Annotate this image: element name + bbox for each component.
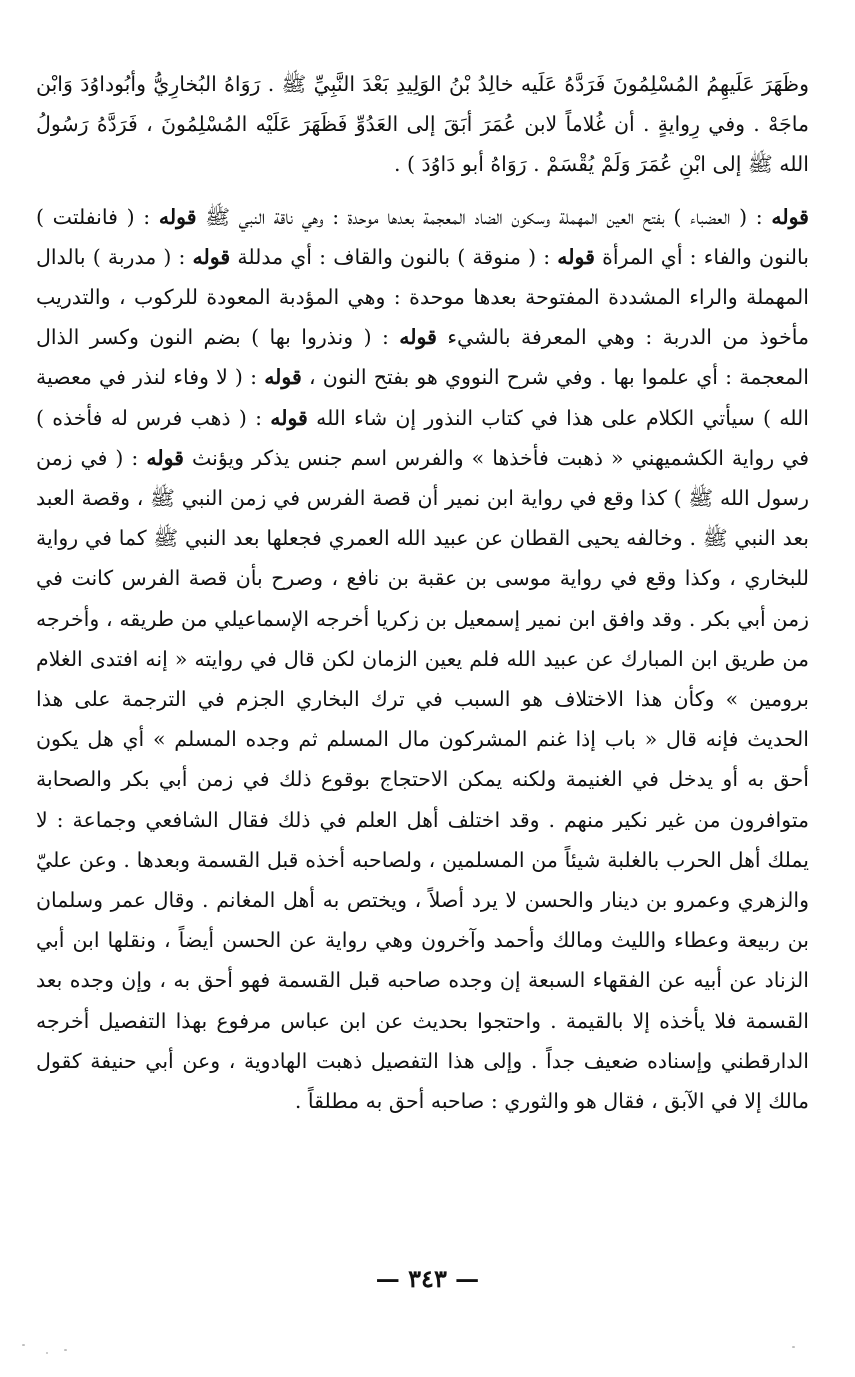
commentary-keyword: قوله: [192, 244, 231, 269]
commentary-text: : ( ذهب فرس له فأخذه ) في رواية الكشميهني « ذهبت فأخذها » والفرس اسم جنس يذكر ويؤنث: [36, 405, 809, 470]
commentary-keyword: قوله: [146, 445, 184, 470]
commentary-text: : ( لا وفاء لنذر في معصية الله ) سيأتي الكلام على هذا في كتاب النذور إن شاء الله: [36, 365, 809, 430]
commentary-text: : ( في زمن رسول الله ﷺ ) كذا وقع في رواية ابن نمير أن قصة الفرس في زمن النبي ﷺ ، وقصة العبد بعد النبي ﷺ . وخالفه يحيى القطان عن عبيد الله العمري فجعلها بعد النبي ﷺ كما في رواية للبخاري ، وكذا وقع في رواية موسى بن عقبة بن نافع ، وصرح بأن قصة الفرس كانت في زمن أبي بكر . وقد وافق ابن نمير إسمعيل بن زكريا أخرجه الإسماعيلي من طريقه ، وأخرجه من طريق ابن المبارك عن عبيد الله فلم يعين الزمان لكن قال في روايته « إنه افتدى الغلام برومين » وكأن هذا الاختلاف هو السبب في ترك البخاري الجزم في الترجمة على هذا الحديث فإنه قال « باب إذا غنم المشركون مال المسلم ثم وجده المسلم » أي هل يكون أحق به أو يدخل في الغنيمة ولكنه يمكن الاحتجاج بوقوع ذلك في زمن أبي بكر والصحابة متوافرون من غير نكير منهم . وقد اختلف أهل العلم في ذلك فقال الشافعي وجماعة : لا يملك أهل الحرب بالغلبة شيئاً من المسلمين ، ولصاحبه أخذه قبل القسمة وبعدها . وعن عليّ والزهري وعمرو بن دينار والحسن لا يرد أصلاً ، ويختص به أهل المغانم . وقال عمر وسلمان بن ربيعة وعطاء والليث ومالك وأحمد وآخرون وهي رواية عن الحسن أيضاً ، ونقلها ابن أبي الزناد عن أبيه عن الفقهاء السبعة إن وجده صاحبه قبل القسمة فهو أحق به ، وإن وجده بعد القسمة فلا يأخذه إلا بالقيمة . واحتجوا بحديث عن ابن عباس مرفوع بهذا التفصيل أخرجه الدارقطني وإسناده ضعيف جداً . وإلى هذا التفصيل ذهبت الهادوية ، وعن أبي حنيفة كقول مالك إلا في الآبق ، فقال هو والثوري : صاحبه أحق به مطلقاً .: [36, 445, 809, 1114]
scan-speck: [46, 1352, 48, 1354]
commentary-keyword: قوله: [270, 405, 308, 430]
commentary-keyword: قوله: [158, 204, 197, 229]
commentary-keyword: قوله: [557, 244, 595, 269]
scan-speck: [64, 1349, 67, 1351]
commentary-keyword: قوله: [399, 325, 437, 350]
commentary-text: : ( ونذروا بها ) بضم النون وكسر الذال المعجمة : أي علموا بها . وفي شرح النووي هو بفتح النون ،: [36, 325, 809, 390]
commentary-paragraph: [36, 197, 809, 1122]
page-number: — ٣٤٣ —: [375, 1264, 480, 1293]
commentary-text: : ( فانفلتت ) بالنون والفاء : أي المرأة: [36, 204, 810, 269]
hadith-paragraph: وظَهَرَ عَلَيهِمُ المُسْلِمُونَ فَرَدَّهُ عَلَيه خالِدُ بْنُ الوَلِيدِ بَعْدَ النَّبِيِّ ﷺ . رَوَاهُ البُخارِيُّ وأبُوداوُدَ وَابْن ماجَهْ . وفي رِوايةٍ . أن غُلاماً لابن عُمَرَ أبَقَ إلى العَدُوِّ فَظَهَرَ عَلَيْه المُسْلِمُونَ ، فَرَدَّهُ رَسُولُ الله ﷺ إلى ابْنِ عُمَرَ وَلَمْ يُقْسَمْ . رَوَاهُ أبو دَاوُدَ ) .: [36, 72, 809, 177]
commentary-keyword: قوله: [771, 204, 809, 229]
scan-speck: [22, 1344, 25, 1346]
commentary-text: : ( مدربة ) بالدال المهملة والراء المشددة المفتوحة بعدها موحدة : وهي المؤدبة المعودة للركوب ، والتدريب مأخوذ من الدربة : وهي المعرفة بالشيء: [36, 244, 809, 350]
commentary-text: : ( منوقة ) بالنون والقاف : أي مدللة: [230, 244, 558, 269]
scan-speck: [792, 1346, 795, 1348]
commentary-keyword: قوله: [264, 365, 302, 390]
page-body: [36, 64, 809, 1121]
commentary-text: : ( العضباء ) بفتح العين المهملة وسكون الضاد المعجمة بعدها موحدة : وهي ناقة النبي ﷺ: [196, 204, 772, 229]
